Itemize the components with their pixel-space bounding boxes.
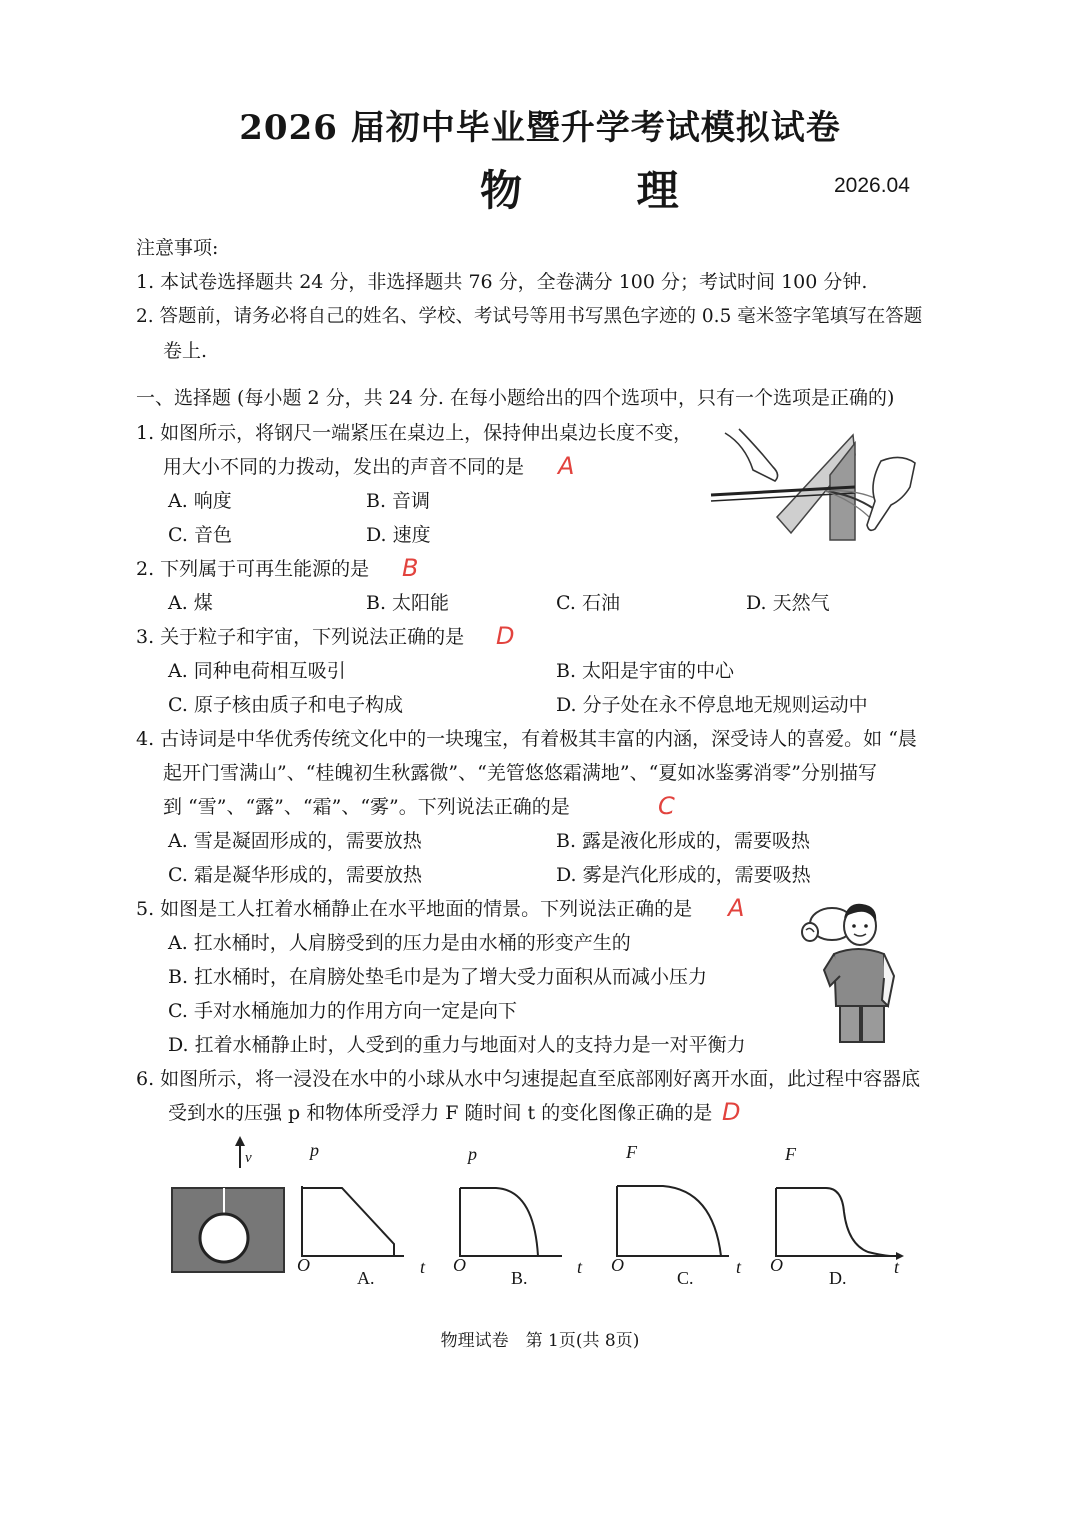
exam-title: 2026 届初中毕业暨升学考试模拟试卷 [239, 108, 841, 148]
question-5-option-c: C. 手对水桶施加力的作用方向一定是向下 [168, 1000, 517, 1022]
question-6-answer-mark: D [722, 1098, 741, 1126]
ruler-on-desk-illustration [705, 425, 935, 545]
question-4-answer-mark: C [658, 792, 675, 820]
notice-item-2-line-1: 2. 答题前，请务必将自己的姓名、学校、考试号等用书写黑色字迹的 0.5 毫米签字笔填写在答题 [136, 306, 923, 327]
question-5-stem: 5. 如图是工人扛着水桶静止在水平地面的情景。下列说法正确的是 [136, 898, 693, 920]
graph-b-origin: O [453, 1255, 466, 1275]
question-5-option-a: A. 扛水桶时，人肩膀受到的压力是由水桶的形变产生的 [168, 932, 631, 954]
subject-title: 物 理 [480, 166, 729, 215]
notice-heading: 注意事项: [136, 237, 219, 259]
graph-b-option-label: B. [511, 1268, 528, 1288]
question-6-stem-line-2: 受到水的压强 p 和物体所受浮力 F 随时间 t 的变化图像正确的是 [168, 1102, 713, 1124]
question-2-answer-mark: B [402, 554, 419, 582]
graph-d-curve [772, 1184, 904, 1260]
question-5-option-d: D. 扛着水桶静止时，人受到的重力与地面对人的支持力是一对平衡力 [168, 1034, 746, 1056]
question-3-option-c: C. 原子核由质子和电子构成 [168, 694, 403, 716]
page-footer: 物理试卷 第 1页(共 8页) [440, 1331, 640, 1351]
graph-a-curve [298, 1180, 408, 1260]
notice-item-2-line-2: 卷上. [163, 340, 208, 362]
question-2-option-b: B. 太阳能 [366, 592, 450, 614]
question-4-option-a: A. 雪是凝固形成的，需要放热 [168, 830, 422, 852]
graph-a-origin: O [297, 1255, 310, 1275]
graph-a-y-axis-label: p [310, 1140, 319, 1160]
notice-item-1: 1. 本试卷选择题共 24 分，非选择题共 76 分，全卷满分 100 分；考试时间 100 分钟. [136, 271, 868, 293]
graph-b-y-axis-label: p [468, 1144, 477, 1164]
question-4-stem-line-1: 4. 古诗词是中华优秀传统文化中的一块瑰宝，有着极其丰富的内涵，深受诗人的喜爱。如 “晨 [136, 728, 917, 750]
question-5-option-b: B. 扛水桶时，在肩膀处垫毛巾是为了增大受力面积从而减小压力 [168, 966, 708, 988]
graph-c-option-label: C. [677, 1268, 694, 1288]
question-1-stem-line-1: 1. 如图所示，将钢尺一端紧压在桌边上，保持伸出桌边长度不变， [136, 422, 693, 444]
question-1-stem-line-2: 用大小不同的力拨动，发出的声音不同的是 [163, 456, 525, 478]
worker-with-water-bucket-illustration [798, 896, 908, 1046]
question-3-answer-mark: D [496, 622, 515, 650]
question-4-option-d: D. 雾是汽化形成的，需要吸热 [556, 864, 811, 886]
graph-d-origin: O [770, 1255, 783, 1275]
question-1-option-b: B. 音调 [366, 490, 431, 512]
question-2-option-c: C. 石油 [556, 592, 620, 614]
container-with-ball-diagram [168, 1134, 298, 1284]
question-3-option-d: D. 分子处在永不停息地无规则运动中 [556, 694, 868, 716]
question-6-stem-line-1: 6. 如图所示，将一浸没在水中的小球从水中匀速提起直至底部刚好离开水面，此过程中容器底 [136, 1068, 921, 1090]
graph-c-origin: O [611, 1255, 624, 1275]
exam-date: 2026.04 [834, 174, 910, 197]
graph-a-x-axis-label: t [420, 1257, 426, 1277]
question-3-stem: 3. 关于粒子和宇宙，下列说法正确的是 [136, 626, 465, 648]
graph-b-x-axis-label: t [577, 1257, 583, 1277]
question-1-option-c: C. 音色 [168, 524, 232, 546]
graph-d-option-label: D. [829, 1268, 847, 1288]
question-2-stem: 2. 下列属于可再生能源的是 [136, 558, 370, 580]
question-1-option-a: A. 响度 [168, 490, 232, 512]
section-heading: 一、选择题 (每小题 2 分，共 24 分. 在每小题给出的四个选项中，只有一个选项是正确的) [136, 387, 895, 409]
question-2-option-d: D. 天然气 [746, 592, 830, 614]
question-5-answer-mark: A [728, 894, 745, 922]
question-4-stem-line-3: 到 “雪”、“露”、“霜”、“雾”。下列说法正确的是 [163, 796, 570, 818]
graph-c-curve [613, 1182, 733, 1260]
question-4-stem-line-2: 起开门雪满山”、“桂魄初生秋露微”、“羌管悠悠霜满地”、“夏如冰鉴雾消零”分别描写 [163, 762, 877, 784]
graph-a-option-label: A. [357, 1268, 375, 1288]
graph-c-y-axis-label: F [626, 1142, 637, 1162]
velocity-label: v [245, 1150, 252, 1166]
graph-d-x-axis-label: t [894, 1257, 900, 1277]
question-1-answer-mark: A [558, 452, 575, 480]
question-1-option-d: D. 速度 [366, 524, 431, 546]
graph-b-curve [456, 1184, 566, 1260]
question-4-option-b: B. 露是液化形成的，需要吸热 [556, 830, 811, 852]
question-4-option-c: C. 霜是凝华形成的，需要放热 [168, 864, 422, 886]
question-3-option-b: B. 太阳是宇宙的中心 [556, 660, 735, 682]
graph-c-x-axis-label: t [736, 1257, 742, 1277]
question-2-option-a: A. 煤 [168, 592, 213, 614]
question-3-option-a: A. 同种电荷相互吸引 [168, 660, 346, 682]
graph-d-y-axis-label: F [785, 1144, 796, 1164]
